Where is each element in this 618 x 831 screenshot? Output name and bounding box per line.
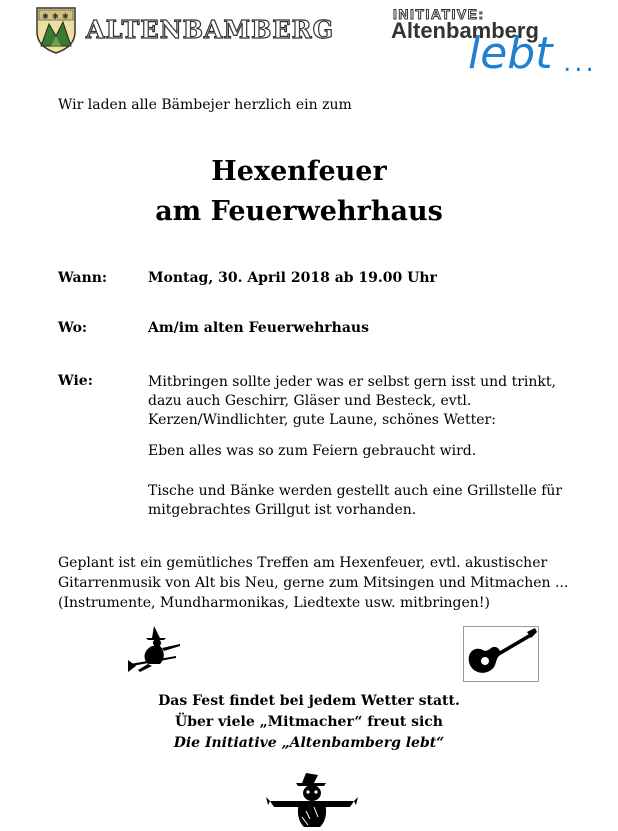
wann-label: Wann: <box>58 270 108 286</box>
planned-line: Geplant ist ein gemütliches Treffen am Hexenfeuer, evtl. akustischer <box>58 555 548 571</box>
scarecrow-icon <box>266 771 358 829</box>
svg-text:✱: ✱ <box>42 12 49 21</box>
initiative-name: Altenbamberg <box>391 18 539 43</box>
initiative-label: INITIATIVE: <box>393 6 485 22</box>
closing-line: Die Initiative „Altenbamberg lebt“ <box>173 735 445 751</box>
guitar-icon <box>463 626 539 682</box>
witch-on-broom-icon <box>126 624 184 678</box>
coat-of-arms-icon <box>35 6 77 54</box>
wie-label: Wie: <box>58 373 93 389</box>
svg-text:✱: ✱ <box>62 12 69 21</box>
wie-line: Kerzen/Windlichter, gute Laune, schönes Wetter: <box>148 412 496 428</box>
initiative-script: lebt <box>468 28 553 79</box>
brand-wordmark: ALTENBAMBERG <box>86 15 335 44</box>
wie-tables-paragraph <box>148 482 588 520</box>
intro-text: Wir laden alle Bämbejer herzlich ein zum <box>58 97 352 113</box>
wo-value: Am/im alten Feuerwehrhaus <box>148 320 369 336</box>
wie-summary: Eben alles was so zum Feiern gebraucht wird. <box>148 443 477 459</box>
wann-value: Montag, 30. April 2018 ab 19.00 Uhr <box>148 270 437 286</box>
planned-line: Gitarrenmusik von Alt bis Neu, gerne zum Mitsingen und Mitmachen ... <box>58 575 569 591</box>
closing-line: Das Fest findet bei jedem Wetter statt. <box>158 693 460 709</box>
planned-line: (Instrumente, Mundharmonikas, Liedtexte usw. mitbringen!) <box>58 595 490 611</box>
page-subtitle: am Feuerwehrhaus <box>155 196 443 227</box>
wie-line: Mitbringen sollte jeder was er selbst gern isst und trinkt, <box>148 374 556 390</box>
wie-line: Tische und Bänke werden gestellt auch eine Grillstelle für <box>148 483 563 499</box>
initiative-dots: ... <box>563 48 597 78</box>
wie-paragraph <box>148 373 588 430</box>
closing-line: Über viele „Mitmacher“ freut sich <box>175 714 443 730</box>
planned-paragraph <box>58 553 618 613</box>
page-title: Hexenfeuer <box>211 156 387 187</box>
svg-text:✱: ✱ <box>52 12 59 21</box>
wie-line: mitgebrachtes Grillgut ist vorhanden. <box>148 502 417 518</box>
wie-line: dazu auch Geschirr, Gläser und Besteck, evtl. <box>148 393 472 409</box>
wo-label: Wo: <box>58 320 88 336</box>
closing-block <box>0 691 618 754</box>
